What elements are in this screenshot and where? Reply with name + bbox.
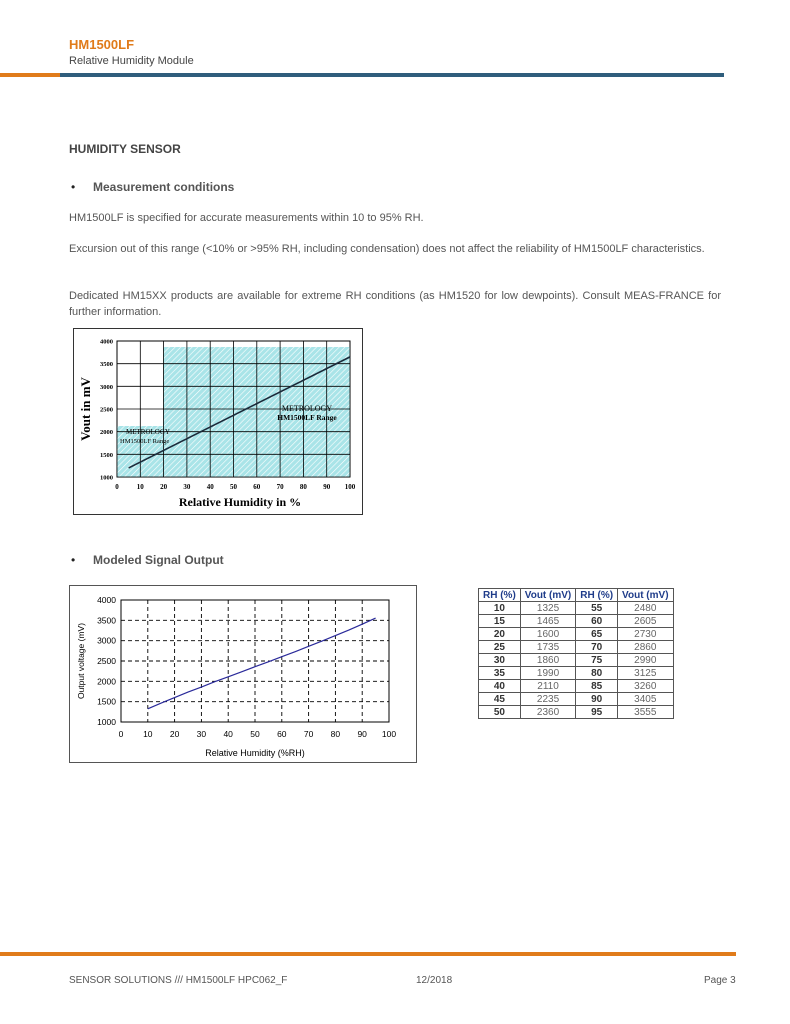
x-tick-label: 40	[206, 483, 214, 491]
table-row	[479, 706, 674, 719]
annotation-extended-range: HM1500LF Range	[120, 438, 170, 445]
y-tick-label: 3500	[100, 361, 113, 369]
rh-cell: 65	[576, 628, 618, 641]
x-tick-label: 100	[344, 483, 356, 491]
vout-cell: 2730	[618, 628, 673, 641]
bullet-label: Measurement conditions	[93, 180, 235, 194]
document-subtitle: Relative Humidity Module	[69, 55, 194, 67]
table-row	[479, 667, 674, 680]
x-tick-label: 10	[136, 483, 144, 491]
y-tick-label: 1500	[97, 696, 116, 707]
vout-cell: 1990	[520, 667, 575, 680]
y-tick-label: 2500	[100, 406, 113, 414]
vout-cell: 2860	[618, 641, 673, 654]
y-axis-label: Vout in mV	[78, 377, 93, 441]
x-tick-label: 0	[115, 483, 119, 491]
x-tick-label: 100	[381, 729, 397, 739]
rh-cell: 35	[479, 667, 521, 680]
rh-cell: 40	[479, 680, 521, 693]
vout-cell: 3125	[618, 667, 673, 680]
y-tick-label: 2500	[97, 656, 116, 666]
section-title: HUMIDITY SENSOR	[69, 142, 181, 156]
rh-cell: 80	[576, 667, 618, 680]
x-tick-label: 20	[160, 483, 168, 491]
annotation-extended: METROLOGY	[126, 428, 170, 436]
y-tick-label: 3000	[100, 383, 113, 391]
column-header: Vout (mV)	[520, 589, 575, 602]
footer-rule	[0, 952, 736, 956]
rh-cell: 50	[479, 706, 521, 719]
rh-cell: 55	[576, 602, 618, 615]
bullet-measurement-conditions	[71, 180, 235, 194]
bullet-modeled-signal-output	[71, 553, 224, 567]
y-tick-label: 1000	[97, 717, 116, 727]
annotation-metrology-range: HM1500LF Range	[277, 413, 337, 422]
rh-cell: 75	[576, 654, 618, 667]
table-row	[479, 615, 674, 628]
x-tick-label: 60	[253, 483, 261, 491]
table-row	[479, 602, 674, 615]
y-axis-label: Output voltage (mV)	[76, 622, 86, 700]
paragraph: HM1500LF is specified for accurate measurements within 10 to 95% RH.	[69, 212, 424, 224]
rh-cell: 85	[576, 680, 618, 693]
rh-cell: 20	[479, 628, 521, 641]
rh-cell: 45	[479, 693, 521, 706]
vout-cell: 3555	[618, 706, 673, 719]
modeled-output-chart	[69, 585, 417, 763]
document-title: HM1500LF	[69, 37, 135, 52]
vout-cell: 2235	[520, 693, 575, 706]
x-tick-label: 30	[196, 729, 207, 739]
vout-cell: 1735	[520, 641, 575, 654]
bullet-dot-icon: •	[71, 553, 76, 567]
vout-cell: 2110	[520, 680, 575, 693]
footer-text: SENSOR SOLUTIONS /// HM1500LF HPC062_F	[69, 975, 288, 986]
rh-cell: 30	[479, 654, 521, 667]
vout-cell: 1465	[520, 615, 575, 628]
rh-cell: 25	[479, 641, 521, 654]
x-tick-label: 80	[330, 729, 341, 739]
signal-output-table	[478, 588, 674, 719]
vout-cell: 3260	[618, 680, 673, 693]
y-tick-label: 4000	[100, 338, 113, 346]
footer-date: 12/2018	[416, 975, 453, 986]
x-tick-label: 10	[143, 729, 153, 739]
column-header: RH (%)	[576, 589, 618, 602]
vout-cell: 1860	[520, 654, 575, 667]
x-tick-label: 20	[169, 729, 180, 739]
x-axis-label: Relative Humidity (%RH)	[205, 748, 305, 758]
x-tick-label: 80	[299, 483, 307, 491]
annotation-metrology: METROLOGY	[281, 404, 333, 413]
metrology-range-chart-svg	[74, 329, 362, 514]
rh-cell: 70	[576, 641, 618, 654]
y-tick-label: 1500	[100, 451, 113, 459]
y-tick-label: 4000	[97, 595, 116, 605]
x-tick-label: 30	[183, 483, 191, 491]
x-tick-label: 90	[357, 729, 367, 739]
y-tick-label: 3000	[97, 635, 116, 646]
vout-cell: 2480	[618, 602, 673, 615]
bullet-label: Modeled Signal Output	[93, 553, 224, 567]
paragraph: Dedicated HM15XX products are available for extreme RH conditions (as HM1520 for low dewpoints). Consult MEAS-FRANCE for further information.	[69, 290, 721, 318]
rh-cell: 60	[576, 615, 618, 628]
metrology-range-chart	[73, 328, 363, 515]
x-tick-label: 70	[303, 729, 314, 739]
x-axis-label: Relative Humidity in %	[178, 495, 302, 509]
x-tick-label: 50	[250, 729, 260, 739]
column-header: RH (%)	[479, 589, 521, 602]
vout-cell: 2990	[618, 654, 673, 667]
modeled-output-chart-svg	[70, 586, 416, 762]
y-tick-label: 3500	[97, 615, 116, 626]
rh-cell: 95	[576, 706, 618, 719]
table-row	[479, 680, 674, 693]
rh-cell: 15	[479, 615, 521, 628]
x-tick-label: 90	[323, 483, 331, 491]
x-tick-label: 40	[223, 729, 233, 739]
footer-page-number: Page 3	[704, 975, 736, 986]
x-tick-label: 70	[276, 483, 284, 491]
table-header-row	[479, 589, 674, 602]
column-header: Vout (mV)	[618, 589, 673, 602]
vout-cell: 3405	[618, 693, 673, 706]
table-row	[479, 628, 674, 641]
y-tick-label: 2000	[100, 429, 113, 437]
table-row	[479, 654, 674, 667]
rh-cell: 10	[479, 602, 521, 615]
table-row	[479, 641, 674, 654]
table-row	[479, 693, 674, 706]
vout-cell: 1325	[520, 602, 575, 615]
header-rule	[0, 73, 724, 77]
vout-cell: 2360	[520, 706, 575, 719]
bullet-dot-icon: •	[71, 180, 76, 194]
vout-cell: 1600	[520, 628, 575, 641]
x-tick-label: 0	[118, 729, 124, 739]
paragraph: Excursion out of this range (<10% or >95% RH, including condensation) does not affect the reliability of HM1500LF characteristics.	[69, 243, 705, 255]
y-tick-label: 1000	[100, 474, 113, 482]
vout-cell: 2605	[618, 615, 673, 628]
y-tick-label: 2000	[97, 676, 116, 687]
x-tick-label: 60	[277, 729, 287, 739]
x-tick-label: 50	[230, 483, 237, 491]
rh-cell: 90	[576, 693, 618, 706]
